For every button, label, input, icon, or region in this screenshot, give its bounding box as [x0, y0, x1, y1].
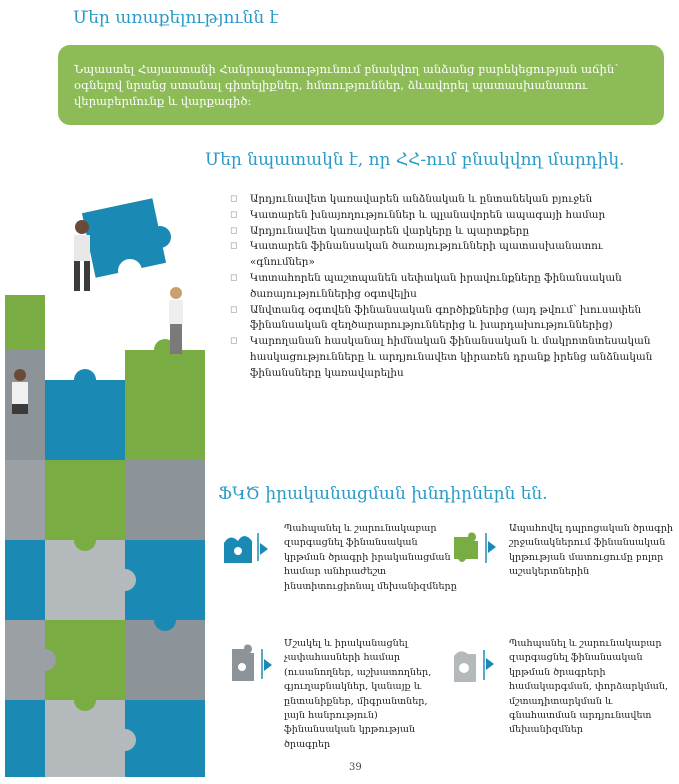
task-item: Մշակել և իրականացնել չափահասների համար (ուսանողներ, աշխատողներ, գյուղաբնակներ, կանայք և ընտանիքներ, միգրանտներ, լայն հանրություն) ֆինանսական կրթության ծրագրեր: [284, 638, 432, 750]
bullet-icon: ◻: [230, 209, 238, 220]
puzzle-arrow-icon-lightgray: [450, 646, 500, 686]
task-item: Ապահովել դպրոցական ծրագրի շրջանակներում ֆինանսական կրթության մատուցումը բոլոր աշակերտներին: [509, 523, 674, 578]
puzzle-arrow-icon-gray: [228, 643, 278, 685]
goal-item: ◻ Կտտահորեն պաշտպանեն սեփական իրավունքները ֆինանսական ծառայություններից օգտվելիս: [230, 271, 622, 300]
bullet-icon: ◻: [230, 241, 238, 252]
person-right: [169, 287, 183, 354]
puzzle-illustration: [0, 185, 205, 777]
task-item: Պահպանել և շարունակաբար զարգացնել ֆինանսական կրթման ծրագրերի համակարգման, փորձարկման, մշտադիտարկման և գնահատման արդյունավետ մեխանիզմներ: [509, 638, 669, 736]
goals-title: Մեր նպատակն է, որ ՀՀ-ում բնակվող մարդիկ.: [205, 150, 625, 170]
bullet-icon: ◻: [230, 194, 238, 204]
goals-list: [230, 192, 670, 382]
bullet-icon: ◻: [230, 336, 238, 347]
goal-item: ◻ Արդյունավետ կառավարեն անձնական և ընտանեկան բյուջեն: [230, 192, 670, 208]
bullet-icon: ◻: [230, 225, 238, 236]
task-item: Պահպանել և շարունակաբար զարգացնել ֆինանսական կրթման ծրագրի իրականացման համար անհրաժեշտ ինստիտուցիոնալ մեխանիզմները: [284, 523, 457, 592]
person-left: [12, 369, 28, 414]
bullet-icon: ◻: [230, 304, 238, 315]
puzzle-arrow-icon-blue: [222, 529, 272, 565]
bullet-icon: ◻: [230, 272, 238, 283]
goal-item: ◻ Կատարեն ֆինանսական ծառայությունների պատասխանատու «գնումներ»: [230, 240, 603, 269]
goal-item: ◻ Անվտանգ օգտվեն ֆինանսական գործիքներից (այդ թվում՝ խուսափեն ֆինանսական զեղծարարություններից և խարդախություններից): [230, 303, 642, 332]
floating-puzzle-piece: [82, 198, 171, 283]
goal-item: ◻ Կատարեն խնայողություններ և պլանավորեն ապագայի համար: [230, 208, 670, 224]
goal-item: ◻ Կարողանան հասկանալ հիմնական ֆինանսական և մակրոտնտեսական հասկացությունները և արդյունավետ կիրառեն դրանք իրենց անձնական ֆինանսները կառավարելիս: [230, 335, 653, 379]
goal-item: ◻ Արդյունավետ կառավարեն վարկերը և պարտքերը: [230, 224, 670, 240]
mission-title: Մեր առաքելությունն է: [73, 8, 279, 28]
person-top: [74, 220, 90, 291]
puzzle-block-stack: [5, 460, 205, 777]
tasks-title: ՖԿԾ իրականացման խնդիրներն են.: [218, 484, 548, 504]
mission-text: Նպաստել Հայաստանի Հանրապետությունում բնակվող անձանց բարեկեցության աճին՝ օգնելով նրանց ստանալ գիտելիքներ, հմտություններ, ձևավորել պատասխանատու վերաբերմունք և վարքագիծ:: [74, 62, 619, 108]
mission-box: [58, 45, 664, 125]
page-number: 39: [349, 762, 362, 773]
